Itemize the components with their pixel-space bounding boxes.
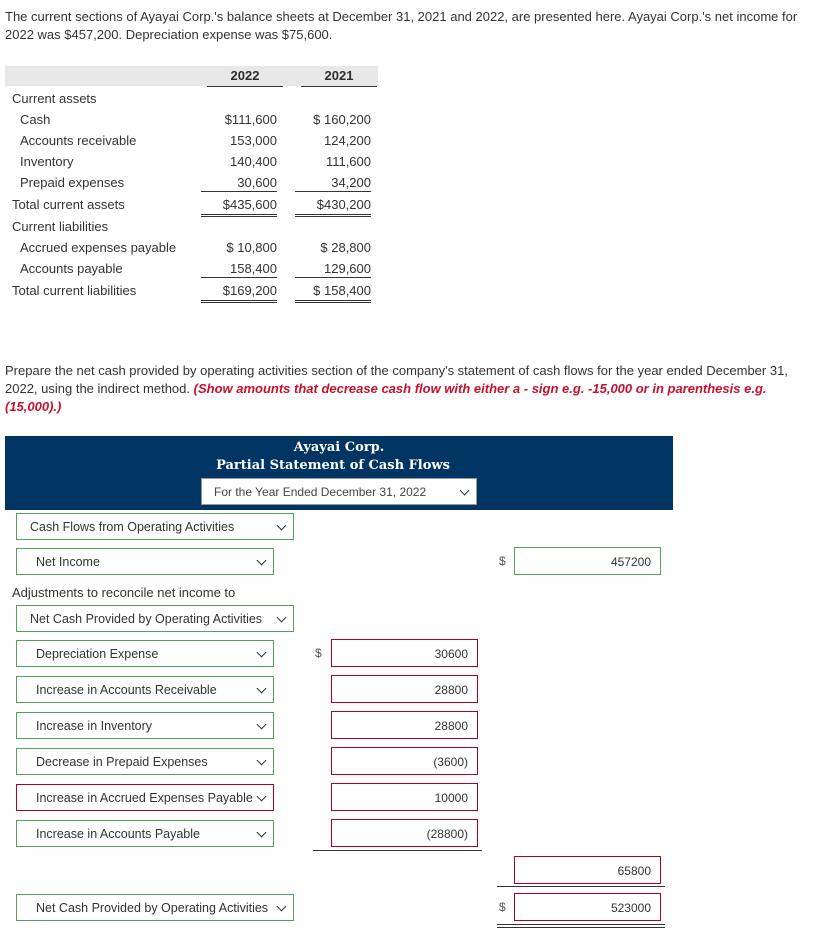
chevron-down-icon: [277, 902, 287, 912]
section-select[interactable]: [16, 513, 294, 540]
adjustment-select-depreciation[interactable]: [16, 640, 274, 667]
bs-row-label: Prepaid expenses: [20, 175, 125, 190]
bs-row-2021: 34,200: [295, 175, 371, 192]
total-current-assets-2021: $430,200: [295, 197, 371, 217]
chevron-down-icon: [257, 828, 267, 838]
adjustment-select-value: Increase in Accrued Expenses Payable: [36, 791, 253, 805]
total-current-liabilities-2022: $169,200: [201, 283, 277, 303]
chevron-down-icon: [257, 556, 267, 566]
adjustment-select-accounts-payable[interactable]: [16, 820, 274, 847]
current-assets-label: Current assets: [12, 91, 97, 106]
current-liabilities-label: Current liabilities: [12, 219, 109, 234]
subtotal-underline: [313, 850, 482, 851]
net-income-select-value: Net Income: [36, 555, 100, 569]
bs-liab-2022: 158,400: [201, 261, 277, 278]
adjustments-label: Adjustments to reconcile net income to: [12, 585, 236, 600]
chevron-down-icon: [257, 684, 267, 694]
year-2022-underline: [207, 86, 283, 87]
adjustment-select-value: Depreciation Expense: [36, 647, 159, 661]
chevron-down-icon: [460, 486, 470, 496]
bs-liab-2021: 129,600: [295, 261, 371, 278]
intro-text: The current sections of Ayayai Corp.'s balance sheets at December 31, 2021 and 2022, are presented here. Ayayai Corp.'s net income for 2022 was $457,200. Depreciation expense was $75,600.: [5, 9, 798, 42]
adjustment-select-value: Increase in Accounts Receivable: [36, 683, 217, 697]
bs-row-label: Cash: [20, 112, 51, 127]
bs-liab-label: Accrued expenses payable: [20, 240, 177, 255]
chevron-down-icon: [257, 792, 267, 802]
adjustment-input-accrued-expenses[interactable]: 10000: [331, 783, 478, 811]
company-name: Ayayai Corp.: [293, 440, 385, 455]
final-total-input[interactable]: 523000: [514, 893, 661, 921]
statement-title: Partial Statement of Cash Flows: [216, 458, 450, 473]
adjustment-input-prepaid-expenses[interactable]: (3600): [331, 747, 478, 775]
period-select[interactable]: [201, 478, 477, 505]
adjustment-input-inventory[interactable]: 28800: [331, 711, 478, 739]
chevron-down-icon: [257, 720, 267, 730]
period-select-value: For the Year Ended December 31, 2022: [214, 485, 427, 499]
adjustments-select[interactable]: [16, 605, 294, 632]
bs-row-2022: $111,600: [224, 112, 277, 127]
total-current-liabilities-2021: $ 158,400: [295, 283, 371, 303]
section-select-value: Cash Flows from Operating Activities: [30, 520, 235, 534]
dollar-sign: $: [499, 900, 506, 914]
total-current-assets-label: Total current assets: [12, 197, 125, 212]
final-double-underline: [497, 924, 665, 928]
bs-row-2022: 140,400: [230, 154, 277, 169]
adjustment-select-accrued-expenses[interactable]: [16, 784, 274, 811]
instructions-text: Prepare the net cash provided by operating activities section of the company's statement of cash flows for the year ended December 31, 2022, using the indirect method.: [5, 363, 788, 396]
total-current-liabilities-label: Total current liabilities: [12, 283, 137, 298]
bs-row-label: Accounts receivable: [20, 133, 137, 148]
year-2021-header: 2021: [324, 68, 354, 83]
instructions: [5, 362, 817, 416]
total-adjustments-input[interactable]: 65800: [514, 856, 661, 884]
chevron-down-icon: [277, 613, 287, 623]
bs-row-2021: $ 160,200: [313, 112, 371, 127]
bs-row-2021: 111,600: [325, 154, 371, 169]
total-underline: [497, 886, 665, 887]
adjustment-select-prepaid-expenses[interactable]: [16, 748, 274, 775]
chevron-down-icon: [257, 756, 267, 766]
net-income-input[interactable]: 457200: [514, 547, 661, 575]
dollar-sign: $: [499, 554, 506, 568]
bs-liab-2022: $ 10,800: [226, 240, 277, 255]
adjustment-select-value: Increase in Accounts Payable: [36, 827, 200, 841]
year-2021-underline: [301, 86, 377, 87]
adjustment-select-value: Increase in Inventory: [36, 719, 153, 733]
total-current-assets-2022: $435,600: [201, 197, 277, 217]
year-2022-header: 2022: [230, 68, 260, 83]
chevron-down-icon: [257, 648, 267, 658]
bs-row-2022: 153,000: [230, 133, 277, 148]
dollar-sign: $: [315, 646, 322, 660]
chevron-down-icon: [277, 521, 287, 531]
adjustment-input-depreciation[interactable]: 30600: [331, 639, 478, 667]
final-total-select-value: Net Cash Provided by Operating Activities: [36, 901, 269, 915]
bs-row-2022: 30,600: [201, 175, 277, 192]
adjustment-select-value: Decrease in Prepaid Expenses: [36, 755, 208, 769]
net-income-select[interactable]: [16, 548, 274, 575]
bs-liab-2021: $ 28,800: [320, 240, 371, 255]
adjustment-input-accounts-receivable[interactable]: 28800: [331, 675, 478, 703]
adjustment-input-accounts-payable[interactable]: (28800): [331, 819, 478, 847]
adjustment-select-inventory[interactable]: [16, 712, 274, 739]
bs-liab-label: Accounts payable: [20, 261, 123, 276]
final-total-select[interactable]: [16, 894, 294, 921]
adjustments-select-value: Net Cash Provided by Operating Activities: [30, 612, 263, 626]
bs-row-label: Inventory: [20, 154, 74, 169]
instructions-emphasis: (Show amounts that decrease cash flow with either a - sign e.g. -15,000 or in parenthesis e.g. (15,000).): [5, 381, 767, 414]
bs-row-2021: 124,200: [324, 133, 371, 148]
adjustment-select-accounts-receivable[interactable]: [16, 676, 274, 703]
